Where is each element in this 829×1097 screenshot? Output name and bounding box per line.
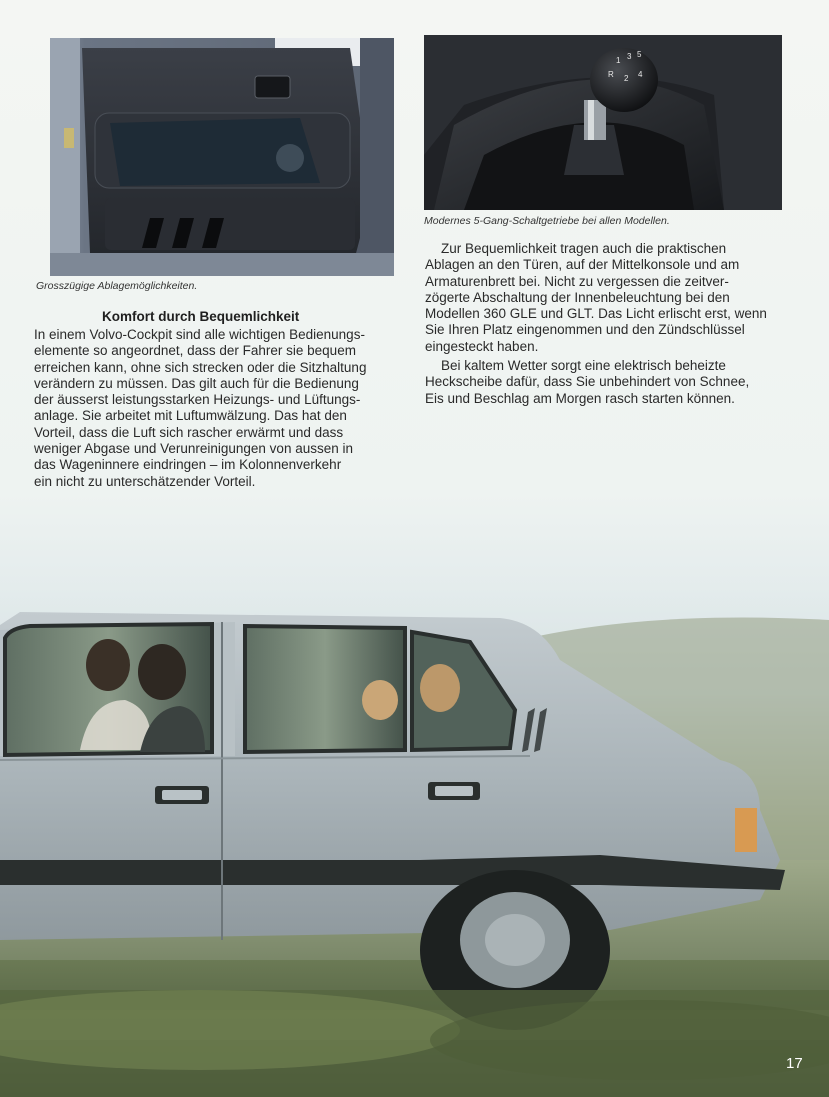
text-line: ein nicht zu unterschätzender Vorteil. — [34, 473, 256, 489]
text-line: verändern zu müssen. Das gilt auch für die Bedienung — [34, 375, 359, 391]
text-line: weniger Abgase und Verunreinigungen von aussen in — [34, 441, 353, 457]
text-line: zögerte Abschaltung der Innenbeleuchtung bei den — [425, 289, 730, 305]
text-line: Eis und Beschlag am Morgen rasch starten können. — [425, 390, 735, 406]
text-line: Armaturenbrett bei. Nicht zu vergessen die zeitver- — [425, 273, 729, 289]
text-line: eingesteckt haben. — [425, 338, 539, 354]
gear-digit-5: 5 — [637, 50, 642, 59]
text-line: Vorteil, dass die Luft sich rascher erwärmt und dass — [34, 424, 344, 440]
storage-paragraph — [425, 241, 767, 355]
gear-photo-caption: Modernes 5-Gang-Schaltgetriebe bei allen Modellen. — [424, 215, 670, 227]
car-side-photo — [0, 560, 829, 1097]
gear-digit-1: 1 — [616, 56, 621, 65]
text-line: der äusserst leistungsstarken Heizungs- und Lüftungs- — [34, 392, 361, 408]
text-line: erreichen kann, ohne sich strecken oder die Sitzhaltung — [34, 359, 367, 375]
text-line: Bei kaltem Wetter sorgt eine elektrisch beheizte — [441, 358, 726, 373]
text-line: anlage. Sie arbeitet mit Luftumwälzung. Das hat den — [34, 408, 347, 424]
text-line: Ablagen an den Türen, auf der Mittelkonsole und am — [425, 257, 740, 273]
car-illustration — [0, 560, 829, 1097]
heated-rear-window-paragraph — [425, 358, 749, 407]
text-line: Heckscheibe dafür, dass Sie unbehindert von Schnee, — [425, 374, 750, 390]
text-line: das Wageninnere eindringen – im Kolonnenverkehr — [34, 457, 342, 473]
gear-shift-photo — [424, 35, 782, 210]
text-line: Zur Bequemlichkeit tragen auch die praktischen — [441, 241, 727, 256]
gear-digit-2: 2 — [624, 74, 629, 83]
section-heading: Komfort durch Bequemlichkeit — [102, 309, 300, 324]
gear-digit-r: R — [608, 70, 614, 79]
text-line: Modellen 360 GLE und GLT. Das Licht erlischt erst, wenn — [425, 306, 767, 322]
text-line: In einem Volvo-Cockpit sind alle wichtigen Bedienungs- — [34, 327, 365, 342]
gear-digit-4: 4 — [638, 70, 643, 79]
door-panel-illustration — [50, 38, 394, 276]
door-storage-photo — [50, 38, 394, 276]
gear-shift-illustration — [424, 35, 782, 210]
page-number: 17 — [786, 1055, 803, 1072]
gear-digit-3: 3 — [627, 52, 632, 61]
text-line: Sie Ihren Platz eingenommen und den Zündschlüssel — [425, 322, 745, 338]
door-photo-caption: Grosszügige Ablagemöglichkeiten. — [36, 280, 198, 292]
text-line: elemente so angeordnet, dass der Fahrer sie bequem — [34, 343, 356, 359]
comfort-paragraph — [34, 327, 366, 490]
